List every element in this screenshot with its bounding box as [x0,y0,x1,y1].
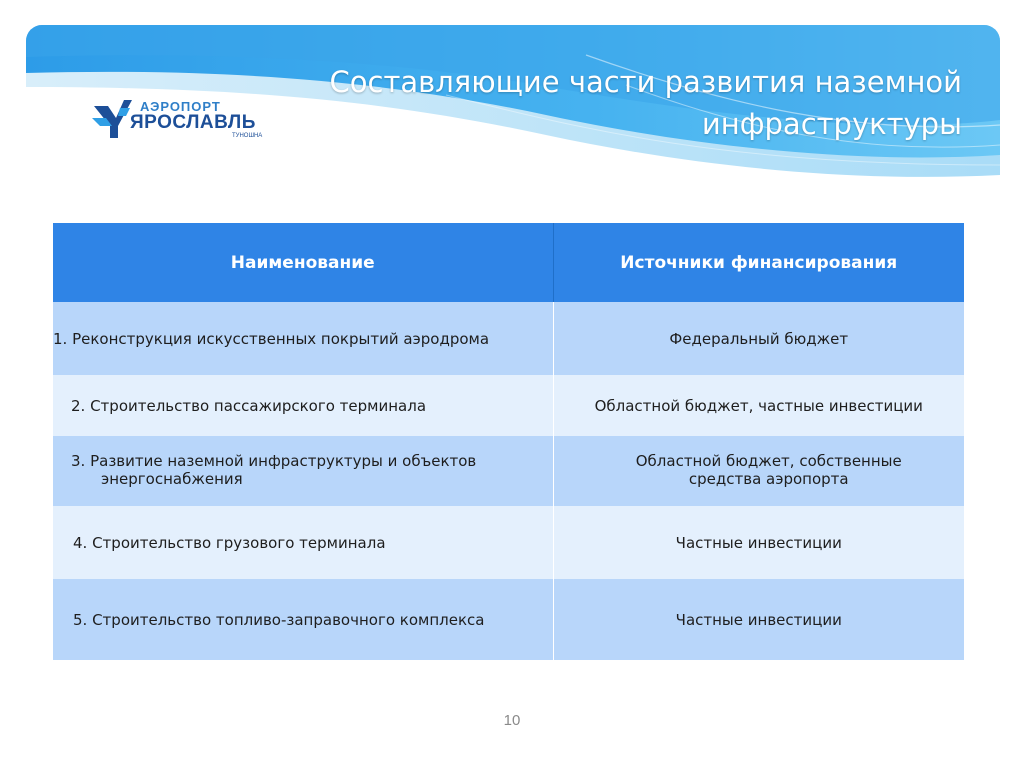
row-source: Областной бюджет, собственные средства аэропорта [635,452,902,488]
logo-line-tunoshna: ТУНОШНА [232,133,263,139]
row-name: 3. Развитие наземной инфраструктуры и объектов энергоснабжения [71,452,477,488]
row-name: 4. Строительство грузового терминала [53,506,553,579]
header-name: Наименование [53,223,553,302]
row-name-cell [53,436,553,506]
row-source: Федеральный бюджет [553,302,964,375]
table-row [53,302,964,375]
row-source: Частные инвестиции [553,579,964,660]
row-source: Областной бюджет, частные инвестиции [553,375,964,436]
page-number: 10 [503,712,521,729]
row-name: 1. Реконструкция искусственных покрытий аэродрома [53,302,553,375]
table-row [53,436,964,506]
table-header-row [53,223,964,302]
table-row [53,375,964,436]
row-source-cell [553,436,964,506]
financing-table [53,223,964,660]
logo-line-city: ЯРОСЛАВЛЬ [130,112,256,133]
header-sources: Источники финансирования [553,223,964,302]
row-source: Частные инвестиции [553,506,964,579]
table-row [53,579,964,660]
row-name: 2. Строительство пассажирского терминала [53,375,553,436]
logo-line-airport: АЭРОПОРТ [140,99,221,114]
table-row [53,506,964,579]
slide-title: Составляющие части развития наземной инфраструктуры [329,65,962,141]
logo-mark-icon [90,96,134,140]
row-name: 5. Строительство топливо-заправочного комплекса [53,579,553,660]
airport-logo [90,96,270,144]
